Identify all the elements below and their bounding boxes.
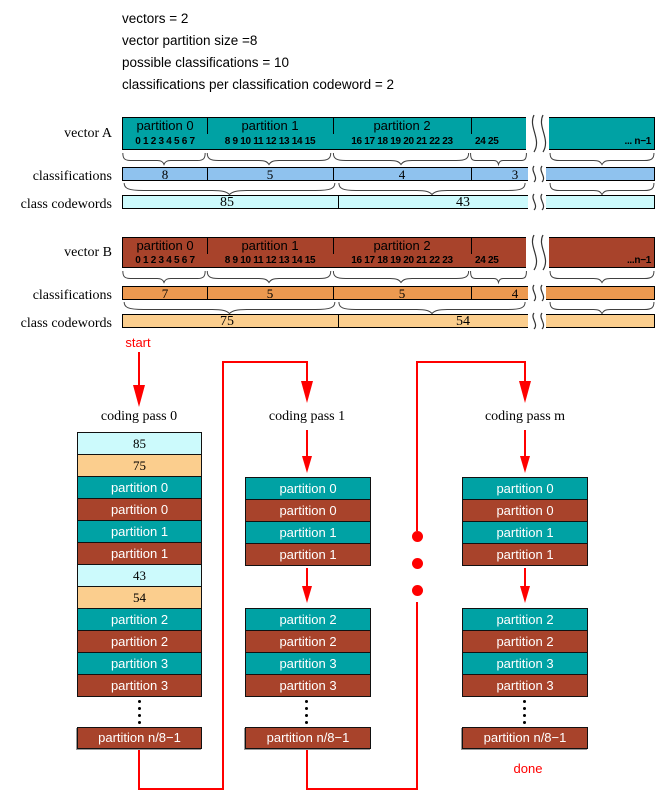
ellipsis-dot xyxy=(138,714,141,717)
partition-divider xyxy=(207,238,208,254)
bar-break xyxy=(526,235,549,270)
classification-a-3: 3 xyxy=(511,167,519,182)
stack-cell: partition 0 xyxy=(245,477,371,500)
stack-cell: partition 1 xyxy=(462,543,588,566)
codeword-a-1: 43 xyxy=(456,195,470,210)
ellipsis-dot xyxy=(305,707,308,710)
more-passes-dot xyxy=(412,585,423,596)
ellipsis-dot xyxy=(523,700,526,703)
stack-cell: 43 xyxy=(77,564,202,587)
more-passes-dot xyxy=(412,558,423,569)
pass1-mid-arrow-head xyxy=(302,586,312,603)
ellipsis-dot xyxy=(523,721,526,724)
partition-divider xyxy=(333,238,334,254)
classifications-b-bar xyxy=(122,286,655,300)
passm-bottom-box: partition n/8−1 xyxy=(462,727,588,749)
cell-divider xyxy=(333,287,334,299)
connector-1 xyxy=(222,361,224,790)
brace xyxy=(549,152,655,165)
ellipsis-dot xyxy=(305,721,308,724)
brace xyxy=(549,182,655,195)
brace xyxy=(122,270,206,283)
partition-divider xyxy=(207,118,208,134)
param-classifications-per-codeword: classifications per classification codeword = 2 xyxy=(122,77,395,92)
coding-pass-m-title: coding pass m xyxy=(484,409,566,424)
cell-divider xyxy=(338,196,339,208)
stack-cell: partition 0 xyxy=(77,476,202,499)
vector-a-partition-2: partition 2 xyxy=(373,118,431,133)
codewords-b-label: class codewords xyxy=(20,316,112,331)
ellipsis-dot xyxy=(523,707,526,710)
cell-divider xyxy=(207,168,208,180)
classification-b-2: 5 xyxy=(398,286,406,301)
vector-a-indices-2: 16 17 18 19 20 21 22 23 xyxy=(351,136,453,147)
stack-cell: partition 3 xyxy=(245,652,371,675)
cell-divider xyxy=(207,287,208,299)
stack-cell: partition 1 xyxy=(245,521,371,544)
pass1-arrow-head xyxy=(301,381,313,403)
stack-cell: partition 0 xyxy=(462,499,588,522)
vector-b-label: vector B xyxy=(64,245,112,260)
stack-cell: partition 0 xyxy=(245,499,371,522)
vector-b-indices-2: 16 17 18 19 20 21 22 23 xyxy=(351,255,453,266)
brace xyxy=(332,270,470,283)
ellipsis-dot xyxy=(305,700,308,703)
vector-a-indices-3: 24 25 xyxy=(475,136,499,147)
brace xyxy=(122,182,337,195)
stack-cell: partition 2 xyxy=(245,608,371,631)
connector-2 xyxy=(416,602,418,790)
stack-cell: 54 xyxy=(77,586,202,609)
partition-divider xyxy=(333,118,334,134)
connector-1 xyxy=(138,788,224,790)
start-arrow-line xyxy=(138,352,140,385)
connector-1 xyxy=(222,361,308,363)
param-possible-classifications: possible classifications = 10 xyxy=(122,55,289,70)
stack-cell: partition 3 xyxy=(462,674,588,697)
param-partition-size: vector partition size =8 xyxy=(122,33,258,48)
start-label: start xyxy=(125,335,151,350)
bar-break xyxy=(528,194,546,210)
passm-arrow-line xyxy=(524,363,526,381)
vector-b-partition-2: partition 2 xyxy=(373,238,431,253)
vector-b-bar xyxy=(122,237,655,268)
pass1-title-arrow-head xyxy=(302,456,312,473)
ellipsis-dot xyxy=(138,700,141,703)
brace xyxy=(549,301,655,314)
vector-b-indices-1: 8 9 10 11 12 13 14 15 xyxy=(224,255,316,266)
vector-a-label: vector A xyxy=(64,126,112,141)
classifications-a-label: classifications xyxy=(32,169,112,184)
codeword-b-1: 54 xyxy=(456,314,470,329)
pass1-mid-arrow-line xyxy=(306,568,308,586)
vector-b-tail: ...n−1 xyxy=(626,255,651,266)
pass1-title-arrow-line xyxy=(306,430,308,456)
connector-1 xyxy=(138,748,140,790)
start-arrow-head xyxy=(133,385,145,407)
coding-pass-1-group-2 xyxy=(245,608,371,697)
brace xyxy=(337,301,527,314)
codeword-b-0: 75 xyxy=(220,314,234,329)
brace xyxy=(206,270,332,283)
bar-break xyxy=(528,285,546,301)
classification-b-3: 4 xyxy=(511,286,519,301)
cell-divider xyxy=(333,168,334,180)
stack-cell: partition 2 xyxy=(462,630,588,653)
stack-cell: partition 3 xyxy=(77,652,202,675)
connector-2 xyxy=(416,361,418,531)
brace xyxy=(470,270,527,283)
coding-pass-0-title: coding pass 0 xyxy=(100,409,178,424)
stack-cell: partition 1 xyxy=(462,521,588,544)
param-vectors: vectors = 2 xyxy=(122,11,189,26)
passm-title-arrow-line xyxy=(524,430,526,456)
brace xyxy=(206,152,332,165)
coding-pass-0-stack xyxy=(77,432,202,697)
stack-cell: partition 3 xyxy=(462,652,588,675)
stack-cell: partition 2 xyxy=(245,630,371,653)
classifications-a-bar xyxy=(122,167,655,181)
brace xyxy=(470,152,527,165)
classifications-b-label: classifications xyxy=(32,288,112,303)
codewords-b-bar xyxy=(122,314,655,328)
stack-cell: partition 2 xyxy=(77,630,202,653)
stack-cell: partition 0 xyxy=(462,477,588,500)
pass1-bottom-box: partition n/8−1 xyxy=(245,727,371,749)
classification-b-1: 5 xyxy=(266,286,274,301)
vector-a-bar xyxy=(122,117,655,150)
stack-cell: partition 1 xyxy=(245,543,371,566)
stack-cell: partition 1 xyxy=(77,520,202,543)
classification-b-0: 7 xyxy=(161,286,169,301)
vector-a-partition-0: partition 0 xyxy=(136,118,194,133)
passm-mid-arrow-line xyxy=(524,568,526,586)
passm-arrow-head xyxy=(519,381,531,403)
brace xyxy=(337,182,527,195)
stack-cell: partition 3 xyxy=(77,674,202,697)
vector-b-partition-1: partition 1 xyxy=(241,238,299,253)
partition-divider xyxy=(471,118,472,134)
codewords-a-bar xyxy=(122,195,655,209)
stack-cell: partition 0 xyxy=(77,498,202,521)
brace xyxy=(122,152,206,165)
classification-a-0: 8 xyxy=(161,167,169,182)
vector-b-indices-0: 0 1 2 3 4 5 6 7 xyxy=(135,255,195,266)
ellipsis-dot xyxy=(305,714,308,717)
ellipsis-dot xyxy=(138,707,141,710)
stack-cell: 75 xyxy=(77,454,202,477)
passm-mid-arrow-head xyxy=(520,586,530,603)
coding-pass-1-title: coding pass 1 xyxy=(268,409,346,424)
connector-2 xyxy=(306,788,418,790)
brace xyxy=(122,301,337,314)
brace xyxy=(332,152,470,165)
pass0-bottom-box: partition n/8−1 xyxy=(77,727,202,749)
vector-a-indices-0: 0 1 2 3 4 5 6 7 xyxy=(135,136,195,147)
classification-a-1: 5 xyxy=(266,167,274,182)
stack-cell: partition 1 xyxy=(77,542,202,565)
partition-divider xyxy=(471,238,472,254)
codewords-a-label: class codewords xyxy=(20,197,112,212)
stack-cell: 85 xyxy=(77,432,202,455)
pass1-arrow-line xyxy=(306,363,308,381)
bar-break xyxy=(528,166,546,182)
stack-cell: partition 3 xyxy=(245,674,371,697)
coding-pass-m-group-1 xyxy=(462,477,588,566)
bar-break xyxy=(528,313,546,329)
brace xyxy=(549,270,655,283)
classification-a-2: 4 xyxy=(398,167,406,182)
stack-cell: partition 2 xyxy=(462,608,588,631)
cell-divider xyxy=(471,287,472,299)
vector-b-indices-3: 24 25 xyxy=(475,255,499,266)
ellipsis-dot xyxy=(138,721,141,724)
connector-2 xyxy=(306,748,308,790)
bar-break xyxy=(526,115,549,152)
vector-a-tail: ... n−1 xyxy=(624,136,651,147)
done-label: done xyxy=(513,761,543,776)
codeword-a-0: 85 xyxy=(220,195,234,210)
cell-divider xyxy=(471,168,472,180)
vector-a-partition-1: partition 1 xyxy=(241,118,299,133)
vector-a-indices-1: 8 9 10 11 12 13 14 15 xyxy=(224,136,316,147)
coding-pass-1-group-1 xyxy=(245,477,371,566)
coding-pass-m-group-2 xyxy=(462,608,588,697)
cell-divider xyxy=(338,315,339,327)
vector-b-partition-0: partition 0 xyxy=(136,238,194,253)
passm-title-arrow-head xyxy=(520,456,530,473)
stack-cell: partition 2 xyxy=(77,608,202,631)
ellipsis-dot xyxy=(523,714,526,717)
connector-2 xyxy=(416,361,526,363)
more-passes-dot xyxy=(412,531,423,542)
